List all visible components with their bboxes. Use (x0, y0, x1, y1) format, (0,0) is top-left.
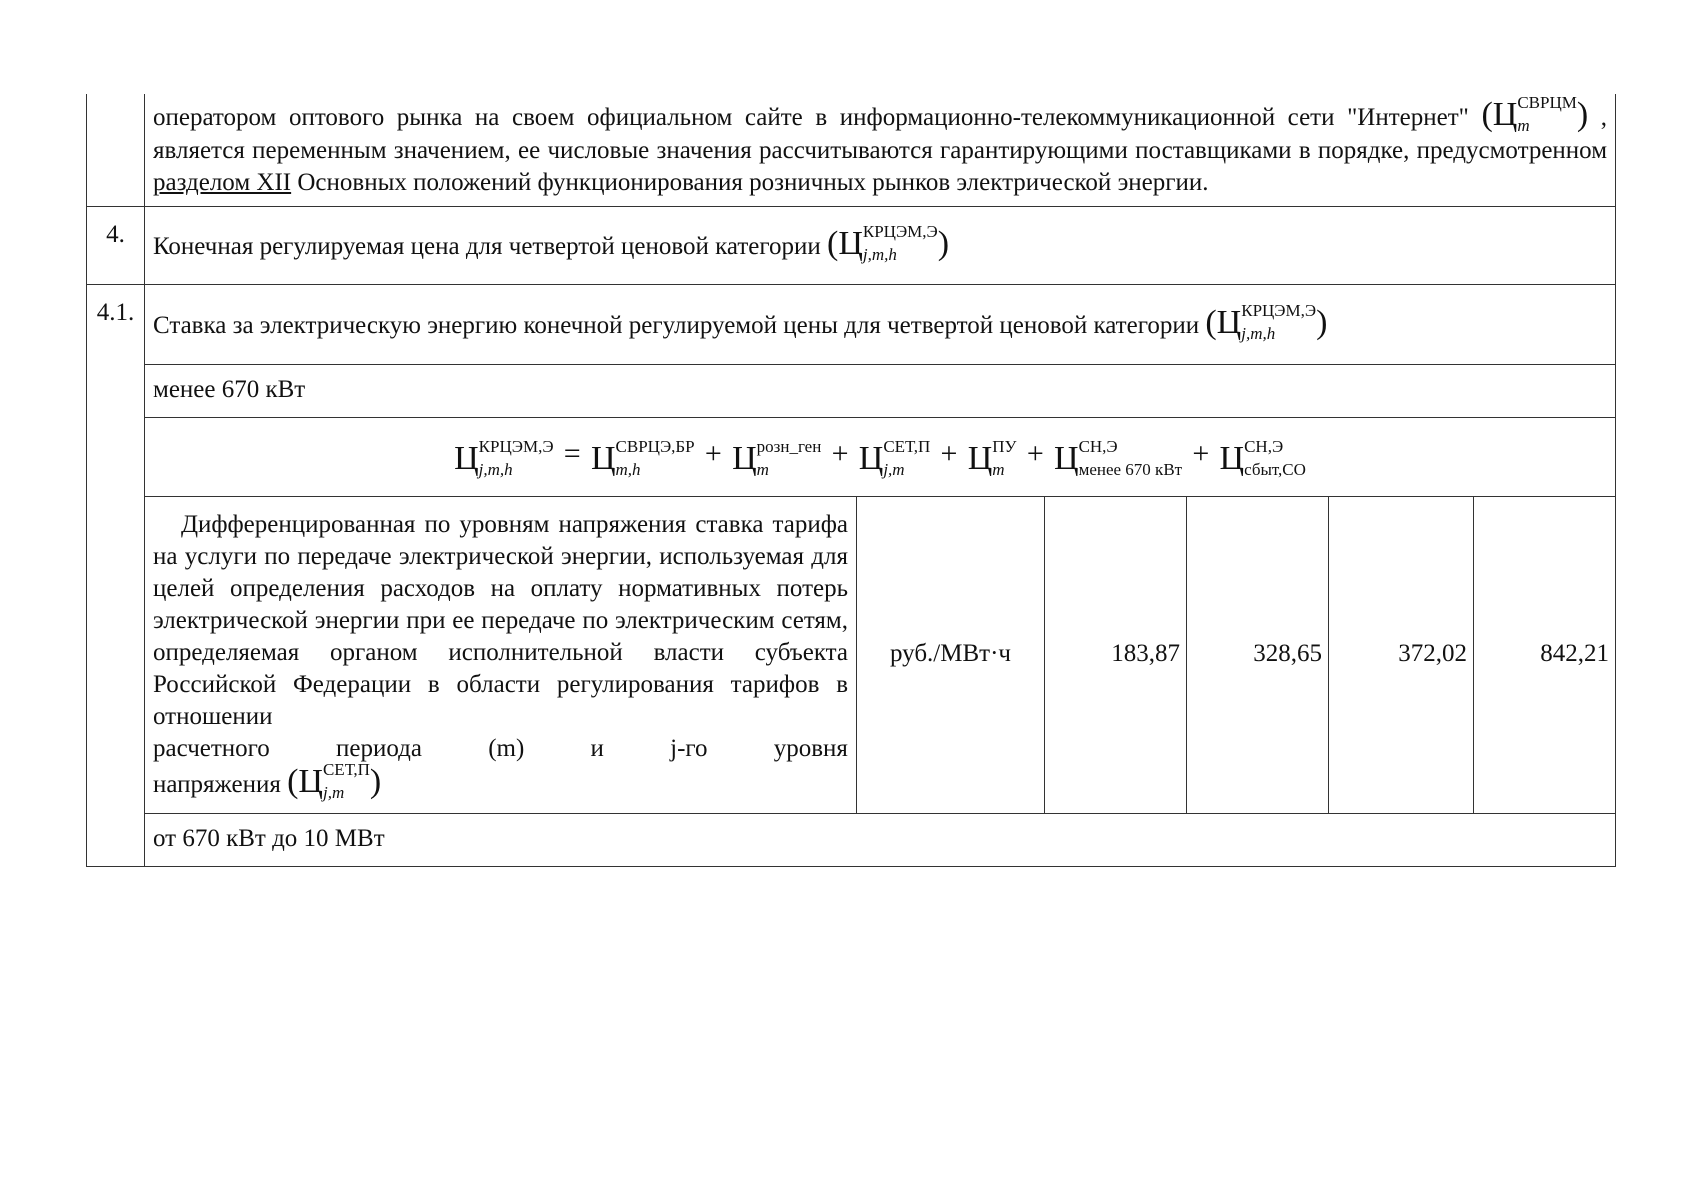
tariff-table (86, 94, 1616, 867)
value-cell-3: 372,02 (1329, 496, 1474, 813)
unit-cell: руб./МВт·ч (857, 496, 1045, 813)
formula-plus: + (1026, 437, 1044, 471)
formula-plus: + (1192, 437, 1210, 471)
continuation-text-b: , является переменным значением, ее числовые значения рассчитываются гарантирующими поставщиками в порядке, предусмотренном (153, 104, 1608, 164)
formula-term-2: Ц розн_ген m (732, 437, 822, 480)
value-cell-1: 183,87 (1045, 496, 1187, 813)
table-row-continuation (87, 94, 1616, 206)
formula-term-1: Ц СВРЦЭ,БР m,h (590, 437, 695, 480)
formula-equals: = (563, 437, 581, 471)
value-cell-4: 842,21 (1474, 496, 1616, 813)
paren-close: ) (1576, 96, 1589, 133)
table-row-4 (87, 206, 1616, 284)
section-xii-link[interactable]: разделом XII (153, 169, 292, 196)
table-row-4-1 (87, 284, 1616, 364)
row-4-text-cell: Конечная регулируемая цена для четвертой ценовой категории (Ц КРЦЭМ,Э j,m,h ) (145, 206, 1616, 284)
symbol-krtsem-4-1: Ц КРЦЭМ,Э j,m,h (1216, 300, 1317, 343)
row-4-1-text-cell: Ставка за электрическую энергию конечной регулируемой цены для четвертой ценовой категории (Ц КРЦЭМ,Э j,m,h ) (145, 284, 1616, 364)
continuation-text-c: Основных положений функционирования розничных рынков электрической энергии. (297, 169, 1209, 196)
row-number-cell-empty (87, 94, 145, 206)
row-4-1-text: Ставка за электрическую энергию конечной регулируемой цены для четвертой ценовой категории (153, 311, 1200, 339)
paren-open: ( (1481, 96, 1493, 133)
table-row-band-670-10mw (87, 813, 1616, 866)
diff-rate-last-line: расчетного периода (m) и j-го уровня (153, 734, 848, 762)
continuation-text-cell (145, 94, 1616, 206)
formula-plus: + (940, 437, 958, 471)
formula-cell (145, 417, 1616, 496)
row-number-4-1: 4.1. (87, 284, 145, 866)
table-row-diff-rate (87, 496, 1616, 813)
symbol-set-p: Ц СЕТ,П j,m (298, 759, 370, 802)
symbol-tsvrtsm: Ц СВРЦМ m (1492, 93, 1577, 135)
formula-plus: + (704, 437, 722, 471)
formula-term-4: Ц ПУ m (967, 437, 1017, 480)
continuation-text-a: оператором оптового рынка на своем официальном сайте в информационно-телекоммуникационной сети "Интернет" (153, 104, 1469, 131)
diff-rate-text: Дифференцированная по уровням напряжения ставка тарифа на услуги по передаче электрической энергии, используемая для целей определения расходов на оплату нормативных потерь электрической энергии при ее передаче по электрическим сетям, определяемая органом исполнительной власти субъекта Российской Федерации в области регулирования тарифов в отношении (153, 510, 848, 730)
symbol-krtsem: Ц КРЦЭМ,Э j,m,h (838, 221, 938, 264)
band-670-10mw-label: от 670 кВт до 10 МВт (145, 813, 1616, 866)
diff-rate-tail: напряжения (Ц СЕТ,П j,m ) (153, 759, 382, 802)
formula-term-0: Ц КРЦЭМ,Э j,m,h (454, 437, 554, 480)
formula-term-5: Ц СН,Э менее 670 кВт (1054, 437, 1183, 480)
formula-term-6: Ц СН,Э сбыт,СО (1219, 437, 1306, 480)
formula-term-3: Ц СЕТ,П j,m (858, 437, 931, 480)
value-cell-2: 328,65 (1187, 496, 1329, 813)
table-row-band-less-670 (87, 364, 1616, 417)
row-number-4: 4. (87, 206, 145, 284)
row-4-text: Конечная регулируемая цена для четвертой ценовой категории (153, 232, 821, 260)
diff-rate-text-cell (145, 496, 857, 813)
table-row-formula (87, 417, 1616, 496)
band-less-670-label: менее 670 кВт (145, 364, 1616, 417)
formula-plus: + (831, 437, 849, 471)
